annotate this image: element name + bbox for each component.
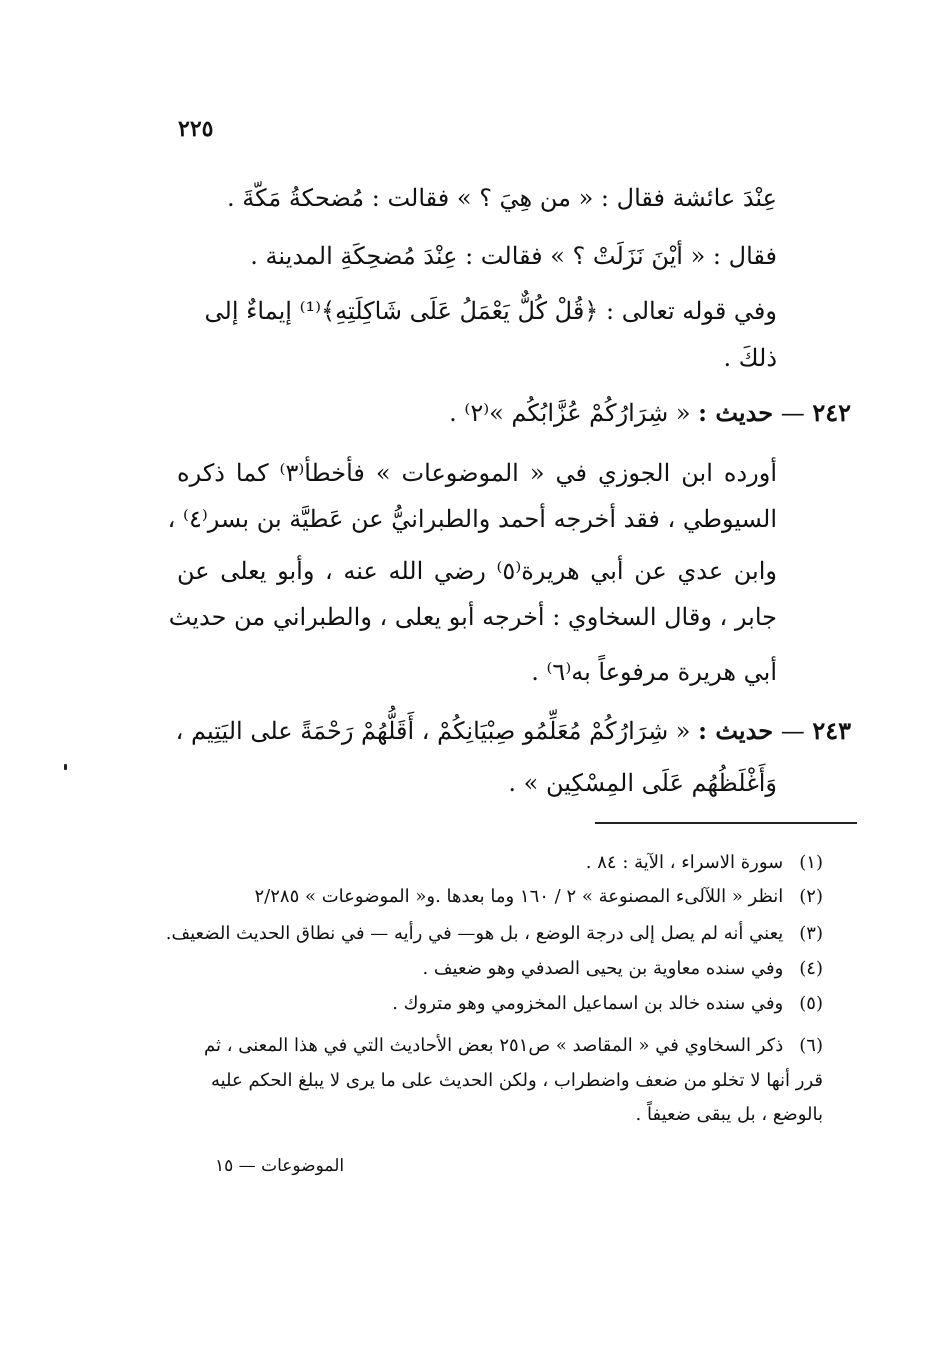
footnote-6-continuation: قرر أنها لا تخلو من ضعف واضطراب ، ولكن الحديث على ما يرى لا يبلغ الحكم عليه [210,1070,823,1091]
footnote-text: وفي سنده معاوية بن يحيى الصدفي وهو ضعيف . [422,958,784,979]
hadith-243-continuation: وَأَغْلَظُهُم عَلَى المِسْكِين » . [508,769,777,797]
hadith-243-heading [161,716,851,746]
hadith-label: حديث : [698,716,774,745]
hadith-dash: — [780,717,805,745]
footnote-text: يعني أنه لم يصل إلى درجة الوضع ، بل هو— في رأيه — في نطاق الحديث الضعيف. [165,923,784,944]
footnote-text: سورة الاسراء ، الآية : ٨٤ . [585,852,784,873]
hadith-text: « شِرَارُكُمْ عُزَّابُكُم »⁽٢⁾ . [449,399,691,427]
footnote-text: وفي سنده خالد بن اسماعيل المخزومي وهو متروك . [392,993,784,1014]
hadith-242-heading [161,398,851,428]
footnote-marker: (٥) [799,993,823,1014]
footnote-marker: (١) [799,852,823,873]
intro-line: وفي قوله تعالى : ﴿قُلْ كُلٌّ يَعْمَلُ عَلَى شَاكِلَتِهِ﴾⁽¹⁾ إيماءٌ إلى [204,297,777,325]
footnote-text: انظر « اللآلىء المصنوعة » ٢ / ١٦٠ وما بعدها .و« الموضوعات » ٢/٢٨٥ [254,886,784,907]
hadith-number: ٢٤٢ [812,398,851,427]
hadith-label: حديث : [698,398,774,427]
hadith-242-body-line: أورده ابن الجوزي في « الموضوعات » فأخطأ⁽٣⁾ كما ذكره [177,459,777,487]
footnote-6-continuation: بالوضع ، بل يبقى ضعيفاً . [635,1104,823,1125]
footnote-divider [595,822,857,824]
hadith-number: ٢٤٣ [812,716,851,745]
footnote-marker: (٦) [799,1035,823,1056]
hadith-dash: — [780,399,805,427]
footnote-marker: (٣) [799,923,823,944]
footnote-2 [123,885,823,909]
footnote-3 [123,922,823,946]
page-number: ٢٢٥ [178,116,214,142]
footnote-5 [123,992,823,1016]
print-speck [64,764,67,770]
page-footer-signature: الموضوعات — ١٥ [215,1156,345,1176]
intro-line: فقال : « أيْنَ نَزَلَتْ ؟ » فقالت : عِنْدَ مُضحِكَةِ المدينة . [250,242,777,270]
hadith-text: « شِرَارُكُمْ مُعَلِّمُو صِبْيَانِكُمْ ، أَقَلُّهُمْ رَحْمَةً على اليَتِيم ، [175,717,691,745]
footnote-text: ذكر السخاوي في « المقاصد » ص٢٥١ بعض الأحاديث التي في هذا المعنى ، ثم [203,1035,784,1056]
hadith-242-body-line: أبي هريرة مرفوعاً به⁽٦⁾ . [531,658,777,686]
hadith-242-body-line: وابن عدي عن أبي هريرة⁽٥⁾ رضي الله عنه ، وأبو يعلى عن [177,557,777,585]
footnote-6 [123,1034,823,1058]
hadith-242-body-line: جابر ، وقال السخاوي : أخرجه أبو يعلى ، والطبراني من حديث [168,603,777,631]
hadith-242-body-line: السيوطي ، فقد أخرجه أحمد والطبرانيُّ عن عَطيَّة بن بسر⁽٤⁾ ، [167,505,777,533]
footnote-4 [123,957,823,981]
intro-line: عِنْدَ عائشة فقال : « من هِيَ ؟ » فقالت : مُضحكةُ مَكّةَ . [226,184,777,212]
footnote-1 [123,851,823,875]
intro-line: ذلكَ . [723,344,777,372]
footnote-marker: (٢) [799,886,823,907]
footnote-marker: (٤) [799,958,823,979]
